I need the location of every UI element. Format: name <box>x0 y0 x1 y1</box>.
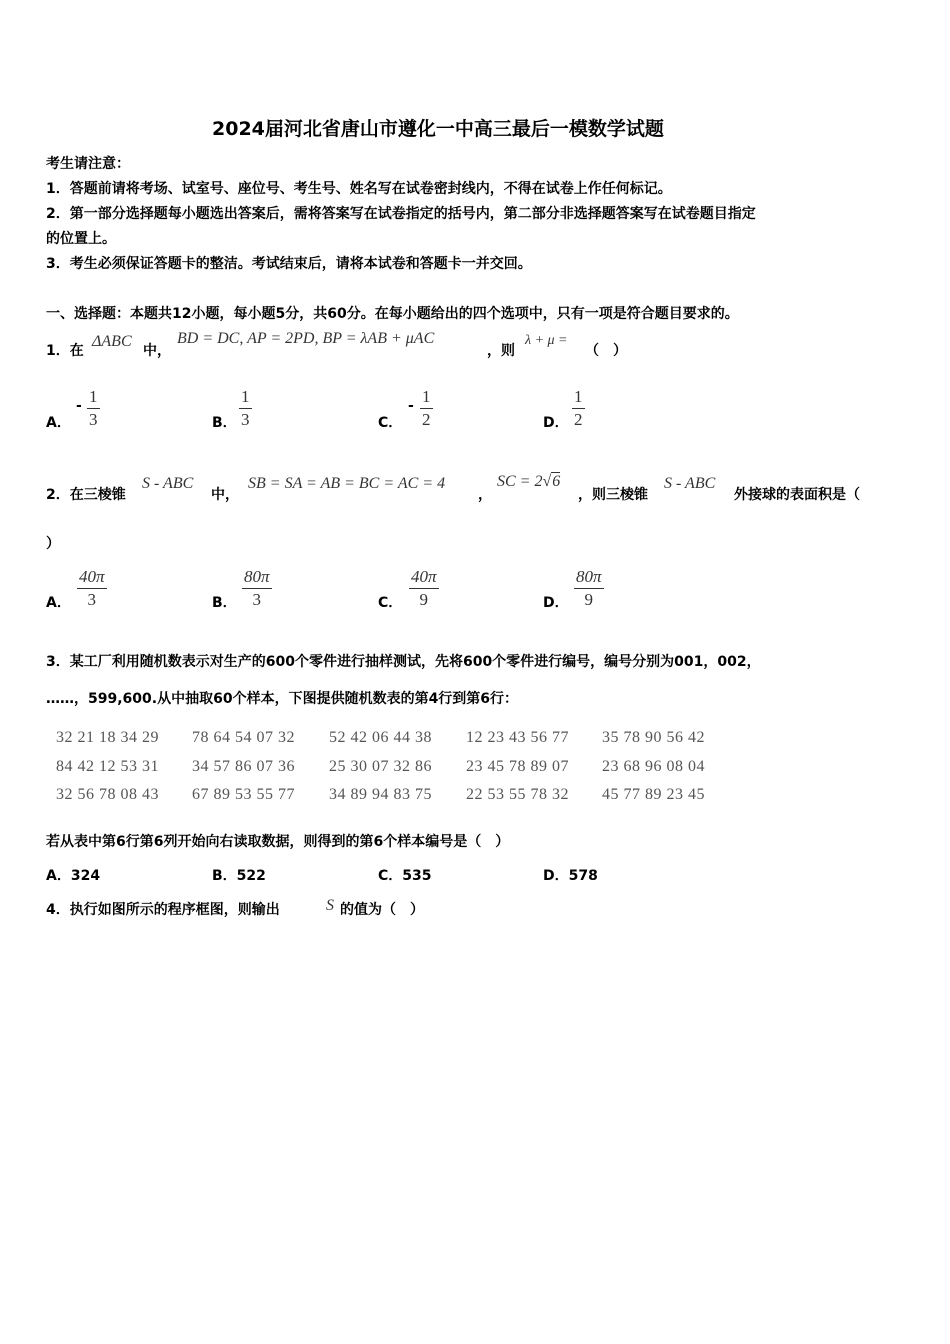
fraction-numerator: 80π <box>244 567 270 586</box>
fraction-denominator: 9 <box>584 590 594 609</box>
q2-option-c-fraction <box>409 567 439 610</box>
option-label: A． <box>46 868 71 884</box>
q1-math-condition: BD = DC, AP = 2PD, BP = λAB + μAC <box>177 330 435 347</box>
option-label: C． <box>378 868 403 884</box>
table-cell: 34 89 94 83 75 <box>329 786 432 803</box>
option-value: 578 <box>568 868 598 884</box>
q1-option-c-sign: - <box>408 398 414 414</box>
q1-option-b-fraction <box>239 387 252 430</box>
q1-math-expression: λ + μ = <box>525 333 568 348</box>
option-value: 535 <box>402 868 432 884</box>
notice-item: 3．考生必须保证答题卡的整洁。考试结束后，请将本试卷和答题卡一并交回。 <box>46 256 532 272</box>
fraction-denominator: 3 <box>241 410 250 429</box>
q3-question: 若从表中第6行第6列开始向右读取数据，则得到的第6个样本编号是（ ） <box>46 834 510 850</box>
notice-item: 1．答题前请将考场、试室号、座位号、考生号、姓名写在试卷密封线内，不得在试卷上作任何标记。 <box>46 181 672 197</box>
q1-option-a-label[interactable]: A． <box>46 415 71 431</box>
fraction-bar <box>572 408 585 409</box>
sqrt-sign: √6 <box>542 473 561 490</box>
q1-text: 中， <box>143 343 171 359</box>
table-cell: 32 56 78 08 43 <box>56 786 159 803</box>
fraction-bar <box>409 588 439 589</box>
fraction-numerator: 1 <box>422 387 431 406</box>
q4-math-s: S <box>326 897 334 914</box>
notice-item: 的位置上。 <box>46 231 116 247</box>
q2-option-b-label[interactable]: B． <box>212 595 237 611</box>
q4-text: 4．执行如图所示的程序框图，则输出 <box>46 902 280 918</box>
q1-option-a-sign: - <box>76 398 82 414</box>
table-cell: 23 45 78 89 07 <box>466 758 569 775</box>
q3-text-line: ……，599,600.从中抽取60个样本，下图提供随机数表的第4行到第6行： <box>46 691 519 707</box>
q3-option-a[interactable] <box>46 865 100 885</box>
fraction-numerator: 1 <box>241 387 250 406</box>
table-cell: 67 89 53 55 77 <box>192 786 295 803</box>
q3-text-line: 3．某工厂利用随机数表示对生产的600个零件进行抽样测试，先将600个零件进行编号，编号分别为001，002， <box>46 654 761 670</box>
fraction-numerator: 40π <box>411 567 437 586</box>
q2-text: ，则三棱锥 <box>578 487 648 503</box>
fraction-bar <box>87 408 100 409</box>
fraction-bar <box>242 588 272 589</box>
table-cell: 23 68 96 08 04 <box>602 758 705 775</box>
q2-option-a-label[interactable]: A． <box>46 595 71 611</box>
table-cell: 78 64 54 07 32 <box>192 729 295 746</box>
fraction-denominator: 9 <box>419 590 429 609</box>
q2-option-a-fraction <box>77 567 107 610</box>
option-value: 522 <box>236 868 266 884</box>
table-cell: 52 42 06 44 38 <box>329 729 432 746</box>
q2-math-pyramid: S - ABC <box>664 475 716 492</box>
fraction-denominator: 3 <box>252 590 262 609</box>
sqrt-radicand: 6 <box>552 473 561 490</box>
table-cell: 45 77 89 23 45 <box>602 786 705 803</box>
q2-option-c-label[interactable]: C． <box>378 595 403 611</box>
table-cell: 84 42 12 53 31 <box>56 758 159 775</box>
q2-option-d-label[interactable]: D． <box>543 595 569 611</box>
q4-text: 的值为（ ） <box>340 902 424 918</box>
fraction-denominator: 2 <box>574 410 583 429</box>
table-cell: 34 57 86 07 36 <box>192 758 295 775</box>
q2-option-b-fraction <box>242 567 272 610</box>
option-label: B． <box>212 868 237 884</box>
q1-option-d-label[interactable]: D． <box>543 415 569 431</box>
fraction-numerator: 40π <box>79 567 105 586</box>
fraction-bar <box>420 408 433 409</box>
q2-math-edges: SB = SA = AB = BC = AC = 4 <box>248 475 446 492</box>
fraction-bar <box>77 588 107 589</box>
q1-option-d-fraction <box>572 387 585 430</box>
table-cell: 32 21 18 34 29 <box>56 729 159 746</box>
fraction-bar <box>574 588 604 589</box>
q2-math-sc-left: SC = 2 <box>497 473 543 490</box>
q2-bracket-close: ） <box>46 536 60 552</box>
fraction-denominator: 3 <box>87 590 97 609</box>
q2-text: 中， <box>211 487 239 503</box>
page-title: 2024届河北省唐山市遵化一中高三最后一模数学试题 <box>212 118 664 140</box>
fraction-numerator: 1 <box>89 387 98 406</box>
notice-item: 2．第一部分选择题每小题选出答案后，需将答案写在试卷指定的括号内，第二部分非选择题答案写在试卷题目指定 <box>46 206 756 222</box>
fraction-denominator: 2 <box>422 410 431 429</box>
q2-text: ， <box>478 487 492 503</box>
q2-math-pyramid: S - ABC <box>142 475 194 492</box>
q3-option-c[interactable] <box>378 865 432 885</box>
fraction-denominator: 3 <box>89 410 98 429</box>
section-heading: 一、选择题：本题共12小题，每小题5分，共60分。在每小题给出的四个选项中，只有一项是符合题目要求的。 <box>46 306 739 322</box>
q1-math-triangle: ΔABC <box>92 333 132 350</box>
q1-option-c-fraction <box>420 387 433 430</box>
q2-option-d-fraction <box>574 567 604 610</box>
q1-bracket: （ ） <box>585 343 627 359</box>
notice-heading: 考生请注意： <box>46 156 130 172</box>
q1-text: 1．在 <box>46 343 84 359</box>
q2-math-sc <box>497 473 560 491</box>
q1-text: ，则 <box>487 343 515 359</box>
q1-option-a-fraction <box>87 387 100 430</box>
q1-option-b-label[interactable]: B． <box>212 415 237 431</box>
fraction-bar <box>239 408 252 409</box>
fraction-numerator: 1 <box>574 387 583 406</box>
table-cell: 12 23 43 56 77 <box>466 729 569 746</box>
option-label: D． <box>543 868 569 884</box>
q1-option-c-label[interactable]: C． <box>378 415 403 431</box>
q2-text: 2．在三棱锥 <box>46 487 126 503</box>
q3-option-d[interactable] <box>543 865 598 885</box>
table-cell: 35 78 90 56 42 <box>602 729 705 746</box>
table-cell: 22 53 55 78 32 <box>466 786 569 803</box>
option-value: 324 <box>70 868 101 884</box>
table-cell: 25 30 07 32 86 <box>329 758 432 775</box>
q2-text: 外接球的表面积是（ <box>734 487 860 503</box>
fraction-numerator: 80π <box>576 567 602 586</box>
q3-option-b[interactable] <box>212 865 266 885</box>
